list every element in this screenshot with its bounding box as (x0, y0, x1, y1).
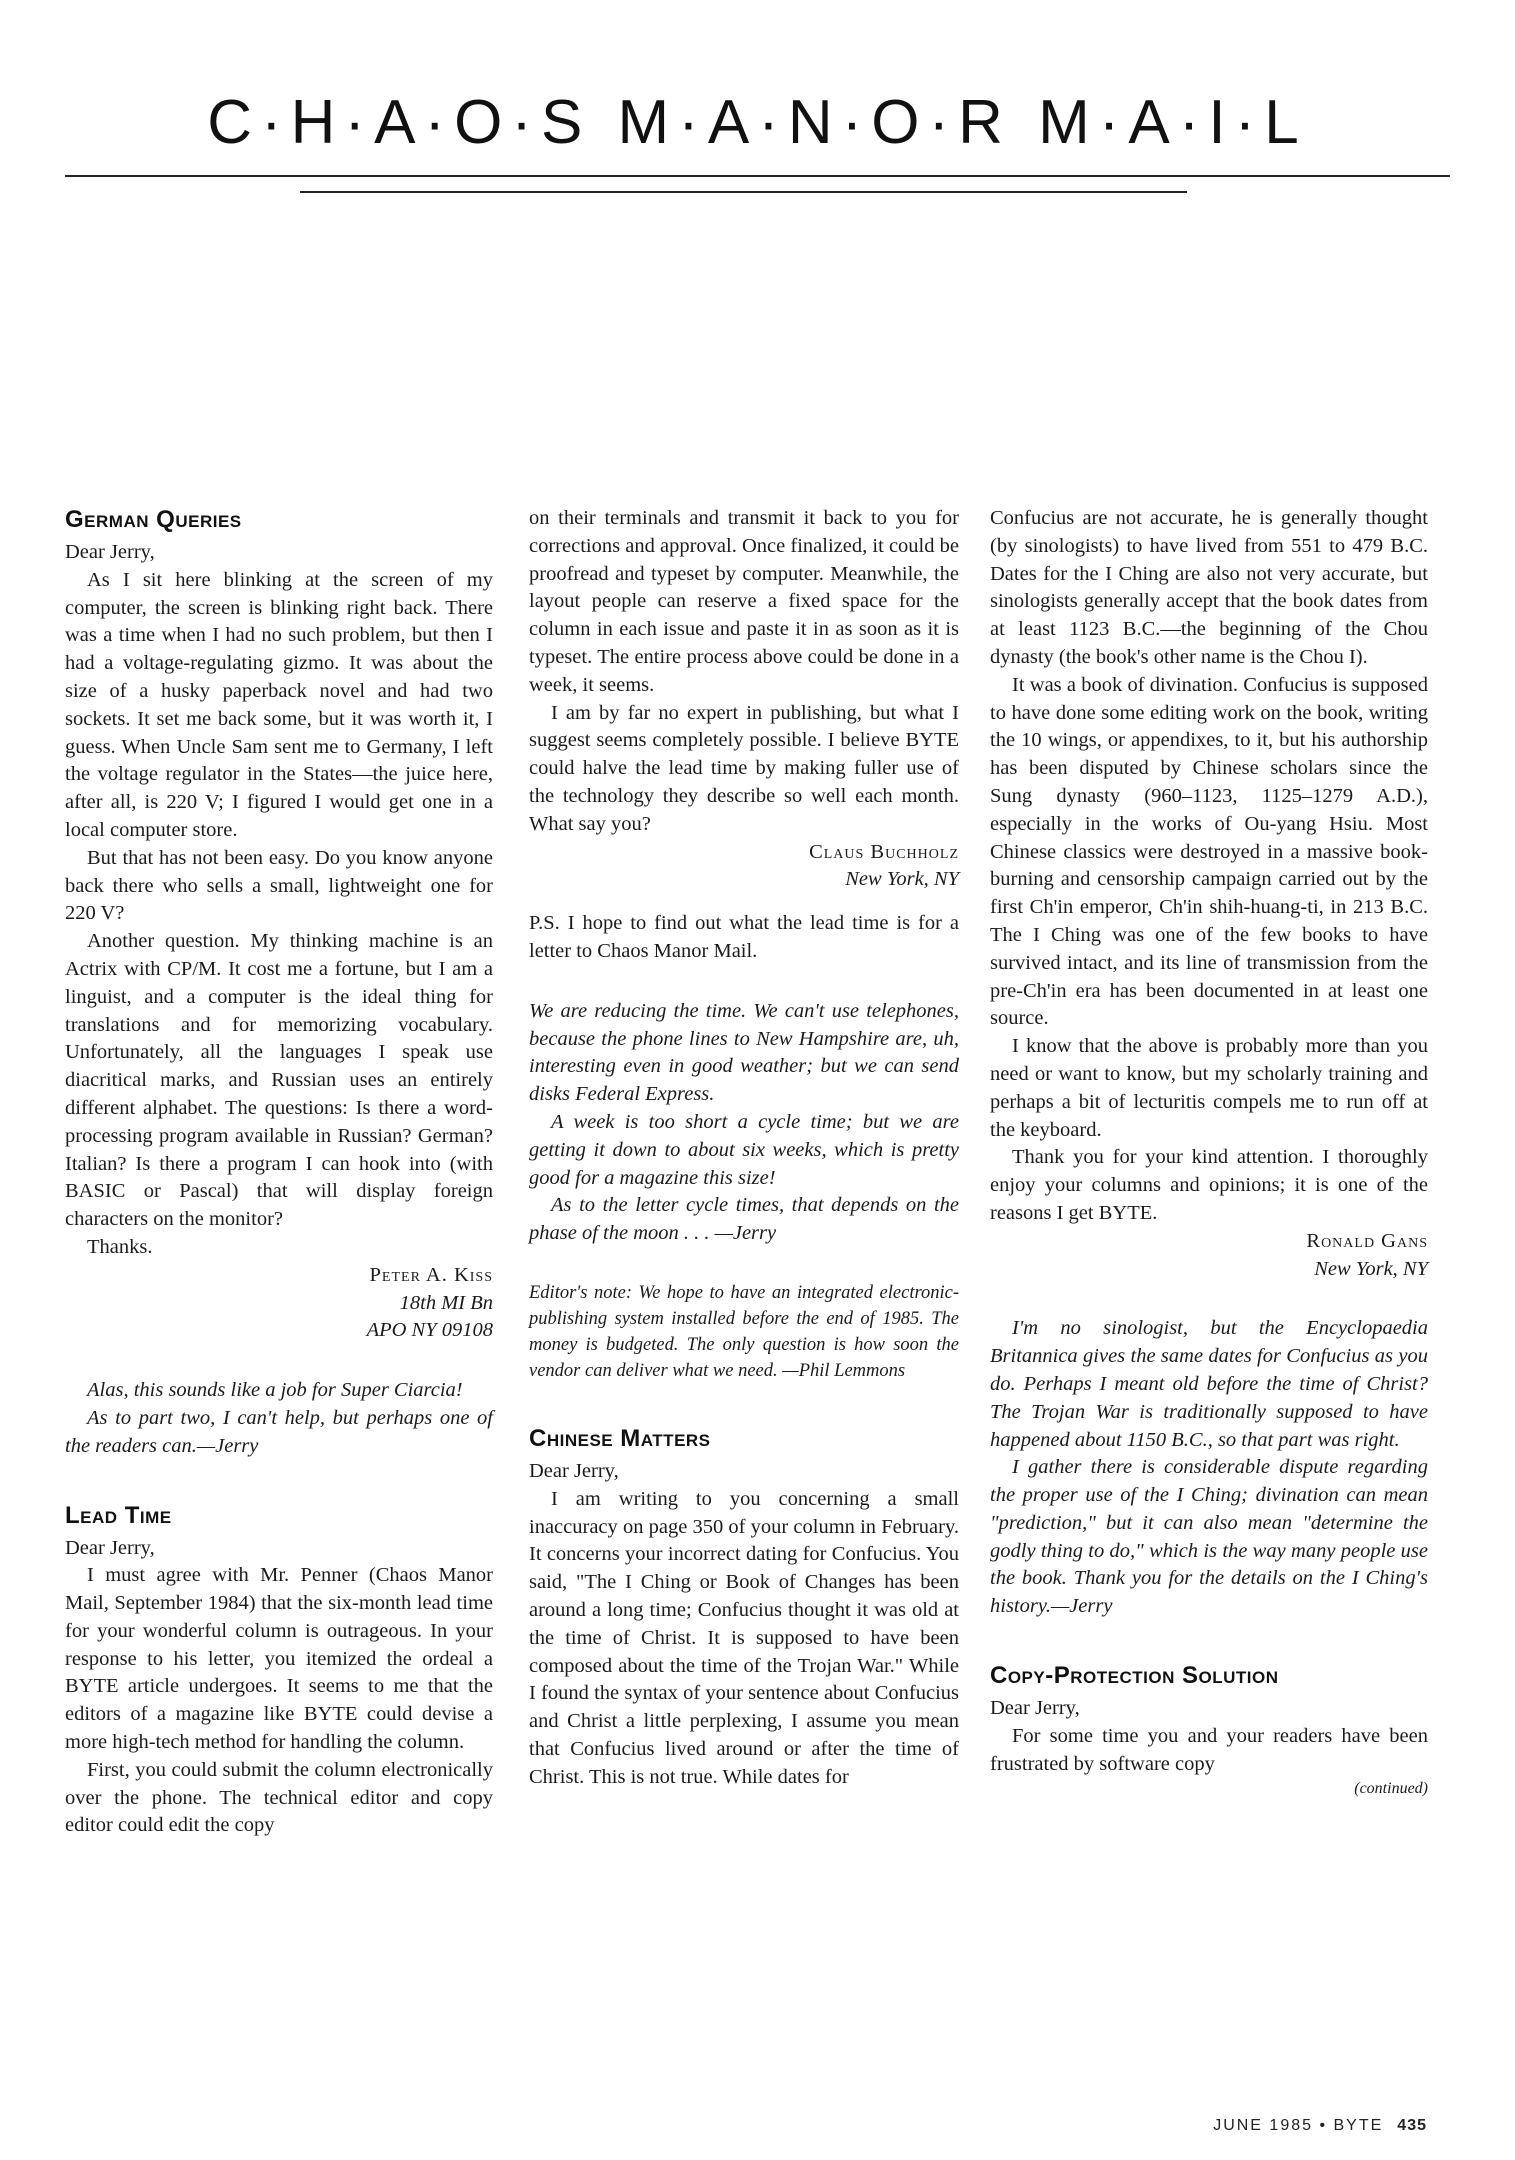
letter-signature-place: New York, NY (1314, 1257, 1428, 1280)
masthead-rule-bottom (300, 191, 1187, 193)
letter-paragraph: Thank you for your kind attention. I thoroughly enjoy your columns and opinions; it is one of the reasons I get BYTE. (990, 1146, 1428, 1224)
letter-salutation: Dear Jerry, (529, 1459, 619, 1482)
page-footer (1213, 2117, 1427, 2135)
letter-postscript: P.S. I hope to find out what the lead time is for a letter to Chaos Manor Mail. (529, 912, 959, 962)
letter-paragraph: As I sit here blinking at the screen of my computer, the screen is blinking right back. There was a time when I had no such problem, but then I had a voltage-regulating gizmo. It was about the size of a husky paperback novel and had two sockets. It set me back some, but it was worth it, I guess. When Uncle Sam sent me to Germany, I left the voltage regulator in the States—the juice here, after all, is 220 V; I figured I would get one in a local computer store. (65, 568, 493, 841)
continued-label: (continued) (1354, 1780, 1428, 1798)
page-title: C·H·A·O·S M·A·N·O·R M·A·I·L (207, 88, 1308, 157)
section-heading-chinese-matters: Chinese Matters (529, 1424, 711, 1452)
letter-signature-address: APO NY 09108 (366, 1319, 493, 1342)
letter-paragraph: For some time you and your readers have been frustrated by software copy (990, 1724, 1428, 1775)
letter-paragraph: I must agree with Mr. Penner (Chaos Manor Mail, September 1984) that the six-month lead time for your wonderful column is outrageous. In your response to his letter, you itemized the ordeal a BYTE article undergoes. It seems to me that the editors of a magazine like BYTE could devise a more high-tech method for handling the column. (65, 1564, 493, 1754)
issue-label: JUNE 1985 • BYTE (1213, 2117, 1384, 2134)
letter-signature-name: Peter A. Kiss (369, 1263, 493, 1286)
letter-paragraph: on their terminals and transmit it back to you for corrections and approval. Once finalized, it could be proofread and typeset by computer. Meanwhile, the layout people can reserve a fixed space for the column in each issue and paste it in as soon as it is typeset. The entire process above could be done in a week, it seems. (529, 507, 959, 696)
editor-reply: We are reducing the time. We can't use telephones, because the phone lines to New Hampshire are, uh, interesting even in good weather; but we can send disks Federal Express. (529, 999, 959, 1106)
masthead-rule-top (65, 175, 1450, 177)
letter-paragraph: Confucius are not accurate, he is generally thought (by sinologists) to have lived from 551 to 479 B.C. Dates for the I Ching are also not very accurate, but sinologists generally accept that the book dates from at least 1123 B.C.—the beginning of the Chou dynasty (the book's other name is the Chou I). (990, 507, 1428, 668)
editor-reply: As to the letter cycle times, that depends on the phase of the moon . . . —Jerry (529, 1194, 959, 1245)
letter-paragraph: But that has not been easy. Do you know anyone back there who sells a small, lightweight one for 220 V? (65, 846, 493, 925)
letter-salutation: Dear Jerry, (65, 541, 155, 563)
letter-paragraph: I am writing to you concerning a small inaccuracy on page 350 of your column in February. It concerns your incorrect dating for Confucius. You said, "The I Ching or Book of Changes has been around a long time; Confucius thought it was old at the time of Christ. It is supposed to have been composed about the time of the Trojan War." While I found the syntax of your sentence about Confucius and Christ a little perplexing, I assume you mean that Confucius lived around or after the time of Christ. This is not true. While dates for (529, 1487, 959, 1788)
letter-signature-name: Claus Buchholz (809, 840, 959, 863)
letter-paragraph: I am by far no expert in publishing, but what I suggest seems completely possible. I believe BYTE could halve the lead time by making fuller use of the technology they describe so well each month. What say you? (529, 701, 959, 835)
editor-reply: I gather there is considerable dispute regarding the proper use of the I Ching; divination can mean "prediction," but it can also mean "determine the godly thing to do," which is the way many people use the book. Thank you for the details on the I Ching's history.—Jerry (990, 1456, 1428, 1618)
letter-paragraph: Thanks. (87, 1235, 153, 1258)
letter-paragraph: It was a book of divination. Confucius is supposed to have done some editing work on the book, writing the 10 wings, or appendixes, to it, but his authorship has been disputed by Chinese scholars since the Sung dynasty (960–1123, 1125–1279 A.D.), especially in the works of Ou-yang Hsiu. Most Chinese classics were destroyed in a massive book-burning and censorship campaign carried out by the first Ch'in emperor, Ch'in shih-huang-ti, in 213 B.C. The I Ching was one of the few books to have survived intact, and its line of transmission from the pre-Ch'in era has been documented in at least one source. (990, 673, 1428, 1030)
letter-salutation: Dear Jerry, (990, 1697, 1080, 1720)
section-heading-german-queries: German Queries (65, 506, 242, 533)
letter-signature-name: Ronald Gans (1306, 1229, 1428, 1252)
column-3 (990, 505, 1428, 1800)
editor-reply: A week is too short a cycle time; but we are getting it down to about six weeks, which is pretty good for a magazine this size! (529, 1110, 959, 1189)
column-1 (65, 505, 493, 1840)
editor-reply: As to part two, I can't help, but perhaps one of the readers can.—Jerry (65, 1406, 493, 1457)
letter-signature-place: New York, NY (845, 868, 959, 891)
section-heading-copy-protection: Copy-Protection Solution (990, 1662, 1279, 1690)
letter-paragraph: First, you could submit the column electronically over the phone. The technical editor and copy editor could edit the copy (65, 1758, 493, 1837)
column-2 (529, 505, 959, 1791)
editors-note: Editor's note: We hope to have an integrated electronic-publishing system installed before the end of 1985. The money is budgeted. The only question is how soon the vendor can deliver what we need. —Phil Lemmons (529, 1282, 959, 1381)
editor-reply: I'm no sinologist, but the Encyclopaedia Britannica gives the same dates for Confucius as you do. Perhaps I meant old before the time of Christ? The Trojan War is traditionally supposed to have happened about 1150 B.C., so that part was right. (990, 1317, 1428, 1451)
editor-reply: Alas, this sounds like a job for Super Ciarcia! (87, 1379, 463, 1402)
letter-signature-unit: 18th MI Bn (399, 1291, 493, 1314)
letter-paragraph: Another question. My thinking machine is an Actrix with CP/M. It cost me a fortune, but I am a linguist, and a computer is the ideal thing for translations and for memorizing vocabulary. Unfortunately, all the languages I speak use diacritical marks, and Russian uses an entirely different alphabet. The questions: Is there a word-processing program available in Russian? German? Italian? Is there a program I can hook into (with BASIC or Pascal) that will display foreign characters on the monitor? (65, 930, 493, 1231)
letter-paragraph: I know that the above is probably more than you need or want to know, but my scholarly training and perhaps a bit of lecturitis compels me to run off at the keyboard. (990, 1035, 1428, 1141)
page-number: 435 (1397, 2117, 1427, 2134)
section-heading-lead-time: Lead Time (65, 1501, 172, 1529)
letter-salutation: Dear Jerry, (65, 1536, 155, 1559)
